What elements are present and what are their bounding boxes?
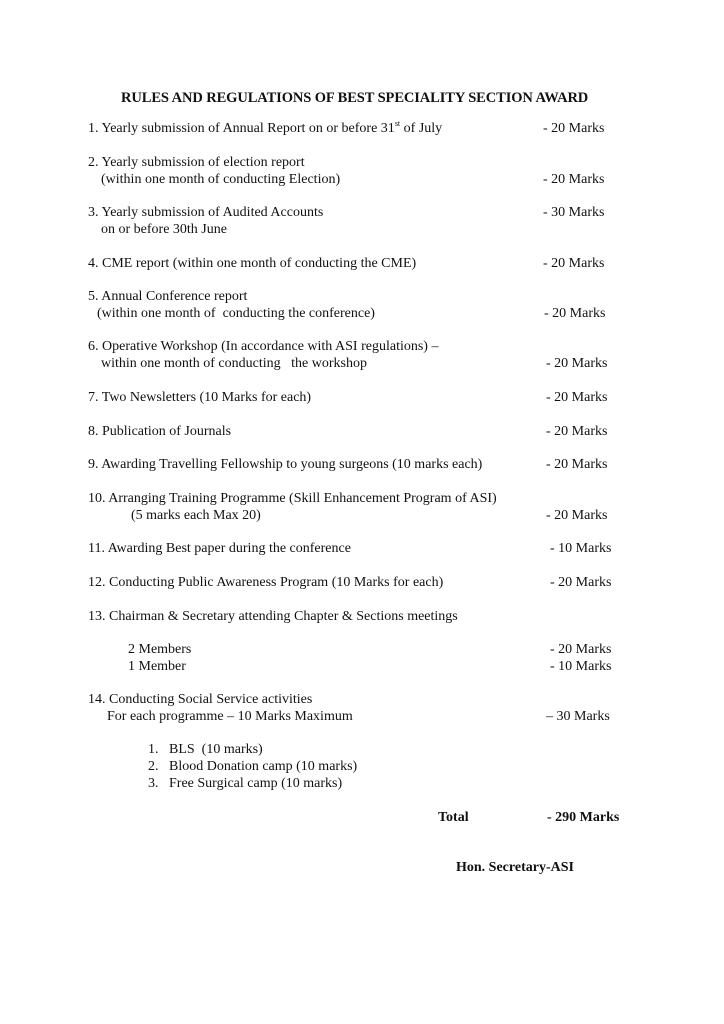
item-number: 14. <box>88 692 106 707</box>
item-text: Awarding Best paper during the conference <box>107 541 351 556</box>
total-marks: - 290 Marks <box>547 810 620 825</box>
item-6-line-2: within one month of conducting the workshop <box>101 356 367 371</box>
item-text: Yearly submission of election report <box>101 155 305 170</box>
item-14-line-2: For each programme – 10 Marks Maximum <box>107 709 353 724</box>
item-1 <box>88 121 442 137</box>
item-14-sub-list-1 <box>148 742 263 758</box>
item-text: Awarding Travelling Fellowship to young surgeons (10 marks each) <box>101 457 483 472</box>
item-3-marks: - 30 Marks <box>543 205 605 220</box>
item-number: 6. <box>88 339 99 354</box>
item-text: Conducting Public Awareness Program (10 Marks for each) <box>109 575 444 590</box>
item-11-marks: - 10 Marks <box>550 541 612 556</box>
item-7 <box>88 390 311 406</box>
item-12-marks: - 20 Marks <box>550 575 612 590</box>
item-10 <box>88 491 497 507</box>
sub-list-number: 1. <box>148 742 159 757</box>
item-text: Annual Conference report <box>101 289 248 304</box>
item-text: CME report (within one month of conducting the CME) <box>102 256 417 271</box>
item-5 <box>88 289 247 305</box>
item-6 <box>88 339 438 355</box>
item-14-sub-list-2 <box>148 759 357 775</box>
item-2 <box>88 155 305 171</box>
item-superscript: st <box>394 119 401 128</box>
sub-list-label: Free Surgical camp (10 marks) <box>169 776 343 791</box>
total-label: Total <box>438 810 469 825</box>
item-6-marks: - 20 Marks <box>546 356 608 371</box>
item-number: 1. <box>88 121 99 136</box>
item-9-marks: - 20 Marks <box>546 457 608 472</box>
item-number: 9. <box>88 457 99 472</box>
item-text: Two Newsletters (10 Marks for each) <box>101 390 312 405</box>
item-13-sub-2-marks: - 10 Marks <box>550 659 612 674</box>
item-5-line-2: (within one month of conducting the conference) <box>97 306 375 321</box>
item-text: Publication of Journals <box>102 424 232 439</box>
item-11 <box>88 541 351 557</box>
document-title: RULES AND REGULATIONS OF BEST SPECIALITY SECTION AWARD <box>121 90 589 106</box>
sub-list-label: Blood Donation camp (10 marks) <box>169 759 358 774</box>
item-13 <box>88 609 458 625</box>
item-number: 5. <box>88 289 99 304</box>
item-text: Yearly submission of Annual Report on or before 31 <box>101 121 395 136</box>
item-number: 11. <box>88 541 105 556</box>
item-text: Conducting Social Service activities <box>109 692 313 707</box>
item-14-marks: – 30 Marks <box>546 709 610 724</box>
item-13-sub-1-marks: - 20 Marks <box>550 642 612 657</box>
sub-list-label: BLS (10 marks) <box>169 742 263 757</box>
sub-list-number: 3. <box>148 776 159 791</box>
item-number: 2. <box>88 155 99 170</box>
item-14-sub-list-3 <box>148 776 342 792</box>
item-10-line-2: (5 marks each Max 20) <box>131 508 261 523</box>
item-number: 12. <box>88 575 106 590</box>
item-13-sub-2-label: 1 Member <box>128 659 186 674</box>
item-1-marks: - 20 Marks <box>543 121 605 136</box>
item-7-marks: - 20 Marks <box>546 390 608 405</box>
item-2-marks: - 20 Marks <box>543 172 605 187</box>
item-number: 7. <box>88 390 99 405</box>
item-text: Chairman & Secretary attending Chapter & Sections meetings <box>109 609 458 624</box>
item-4-marks: - 20 Marks <box>543 256 605 271</box>
item-number: 4. <box>88 256 99 271</box>
item-text-continued: of July <box>400 121 443 136</box>
item-2-line-2: (within one month of conducting Election) <box>101 172 341 187</box>
item-number: 10. <box>88 491 106 506</box>
item-9 <box>88 457 482 473</box>
item-text: Operative Workshop (In accordance with ASI regulations) – <box>102 339 439 354</box>
signature: Hon. Secretary-ASI <box>456 860 574 875</box>
item-13-sub-1-label: 2 Members <box>128 642 192 657</box>
item-number: 3. <box>88 205 99 220</box>
item-10-marks: - 20 Marks <box>546 508 608 523</box>
item-14 <box>88 692 312 708</box>
item-5-marks: - 20 Marks <box>544 306 606 321</box>
item-12 <box>88 575 443 591</box>
item-8 <box>88 424 231 440</box>
item-number: 13. <box>88 609 106 624</box>
item-text: Arranging Training Programme (Skill Enhancement Program of ASI) <box>108 491 497 506</box>
item-text: Yearly submission of Audited Accounts <box>101 205 324 220</box>
item-3 <box>88 205 323 221</box>
item-8-marks: - 20 Marks <box>546 424 608 439</box>
sub-list-number: 2. <box>148 759 159 774</box>
item-3-line-2: on or before 30th June <box>101 222 227 237</box>
item-4 <box>88 256 416 272</box>
item-number: 8. <box>88 424 99 439</box>
